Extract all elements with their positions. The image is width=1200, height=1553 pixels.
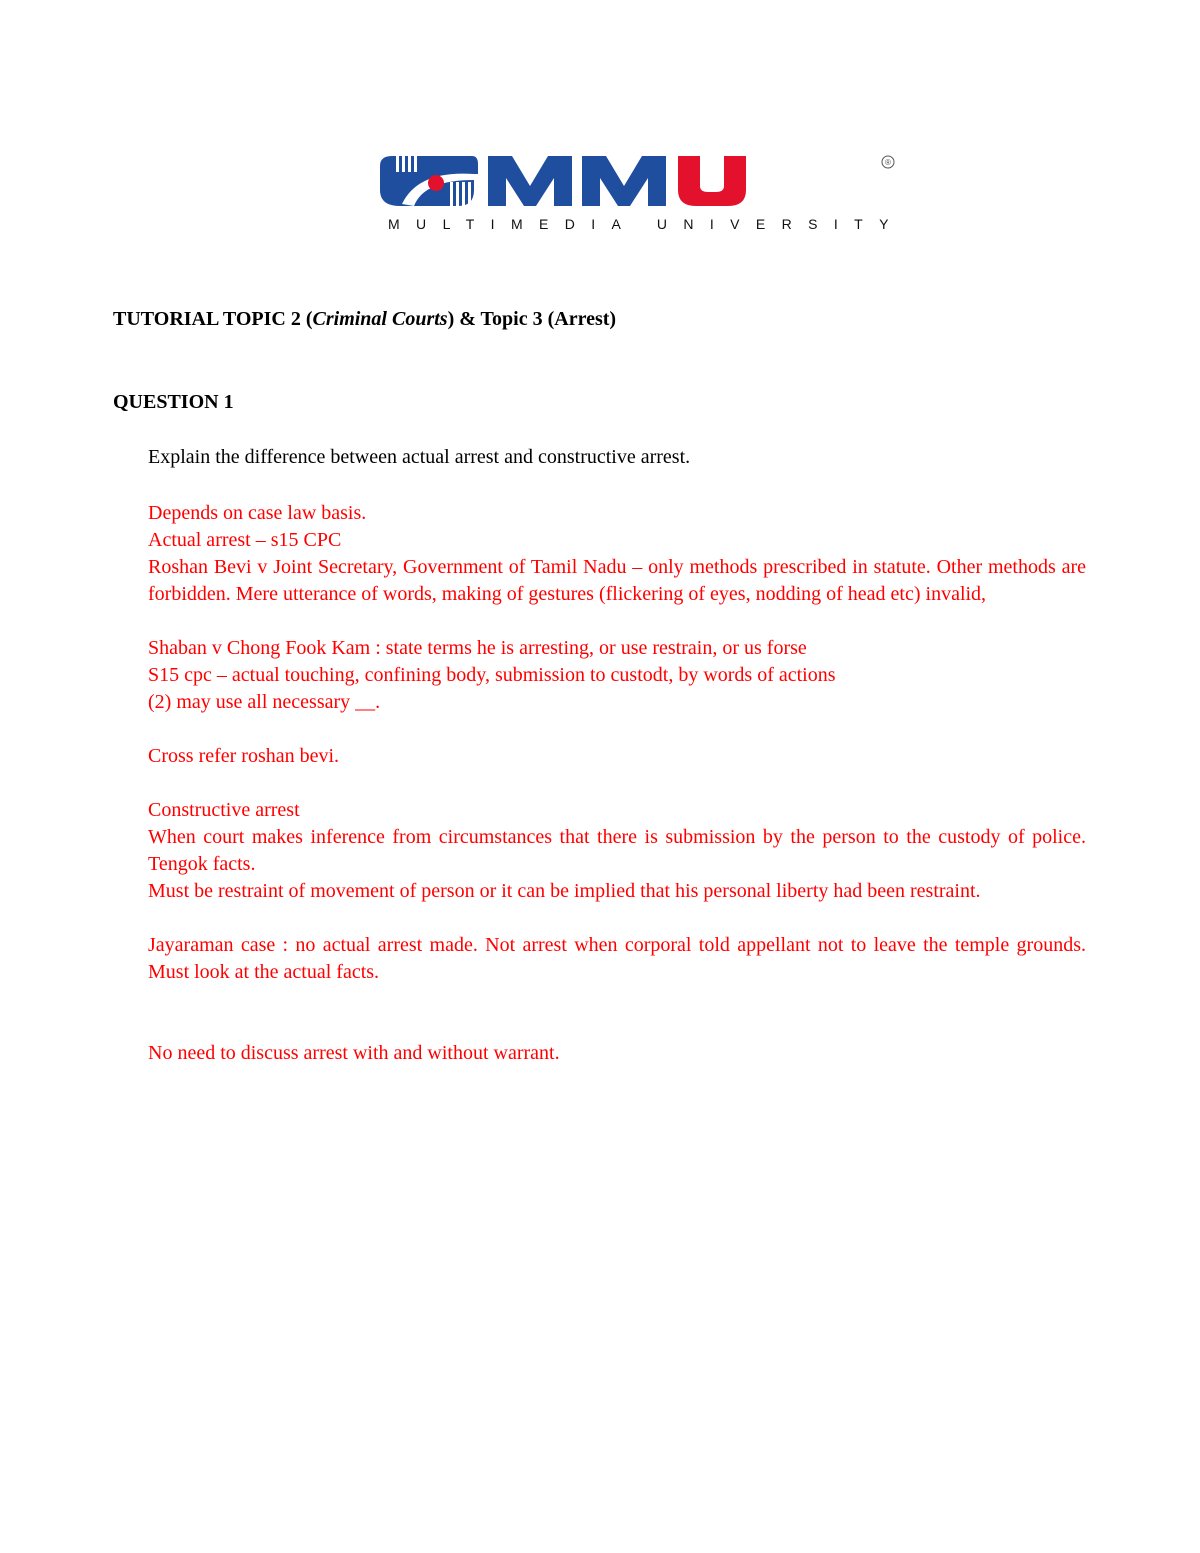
logo-university-name: MULTIMEDIA UNIVERSITY xyxy=(388,216,905,232)
answer-line: Cross refer roshan bevi. xyxy=(148,745,340,767)
question-heading: QUESTION 1 xyxy=(113,391,234,413)
answer-line: Shaban v Chong Fook Kam : state terms he is arresting, or use restrain, or us forse xyxy=(148,637,807,659)
mmu-logo xyxy=(378,150,905,236)
answer-notes xyxy=(148,500,1086,1067)
answer-line: (2) may use all necessary __. xyxy=(148,691,381,713)
svg-text:®: ® xyxy=(885,158,891,167)
page-title: TUTORIAL TOPIC 2 (Criminal Courts) & Topic 3 (Arrest) xyxy=(113,308,617,330)
answer-line: Constructive arrest xyxy=(148,799,300,821)
answer-line: Actual arrest – s15 CPC xyxy=(148,529,342,551)
answer-paragraph: Must be restraint of movement of person or it can be implied that his personal liberty had been restraint. xyxy=(148,880,981,902)
answer-paragraph: When court makes inference from circumstances that there is submission by the person to the custody of police. Tengok facts. xyxy=(148,826,1086,875)
answer-line: Depends on case law basis. xyxy=(148,502,367,524)
answer-line: No need to discuss arrest with and without warrant. xyxy=(148,1042,560,1064)
answer-paragraph: Jayaraman case : no actual arrest made. Not arrest when corporal told appellant not to leave the temple grounds. Must look at the actual facts. xyxy=(148,934,1086,983)
mmu-logo-mark xyxy=(378,150,900,212)
answer-paragraph: Roshan Bevi v Joint Secretary, Government of Tamil Nadu – only methods prescribed in statute. Other methods are forbidden. Mere utterance of words, making of gestures (flickering of eyes, nodding of head etc) invalid, xyxy=(148,556,1086,605)
question-prompt: Explain the difference between actual arrest and constructive arrest. xyxy=(148,446,691,468)
answer-line: S15 cpc – actual touching, confining body, submission to custodt, by words of actions xyxy=(148,664,836,686)
